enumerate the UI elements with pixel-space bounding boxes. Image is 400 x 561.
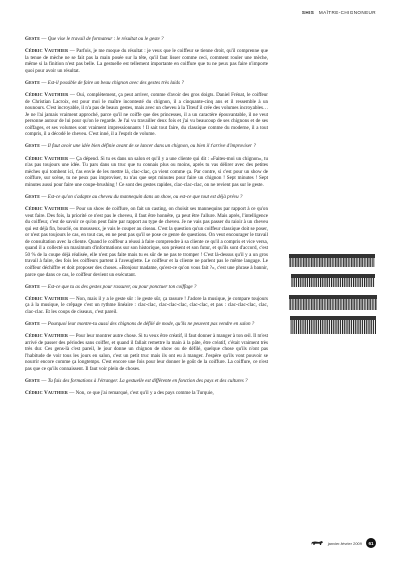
- page-footer: [310, 538, 376, 548]
- speaker-label: Geste: [25, 378, 41, 385]
- animal-logo-icon: [310, 540, 324, 546]
- running-header: [302, 10, 376, 15]
- comb-illustration: [290, 316, 376, 334]
- answer-text: Oui, complètement, ça peut arriver, comme d'avoir des gros doigts. Daniel Frénat, le coiffeur de Christian Lacroix, est pour moi le maître incontesté du chignon, il a cinquante-cinq ans et il ressemble à un nounours. C'est incroyable, il n'a pas de beaux gestes, mais avec un cheveu à la Titeuf il crée des volumes incroyables… Je ne l'ai jamais vraiment approché, parce qu'il ne coiffe que des princesses, il a un caractère épouvantable, il ne veut personne autour de lui pour qu'on le regarde. Je l'ai vu travailler deux fois et j'ai vu beaucoup de ses chignons et de ses coiffages, et ses volumes sont vraiment impressionnants ! Il sait tout faire, du classique comme du moderne, il a tout compris, il a décodé le cheveu. C'est inné, il a l'esprit de volume.: [25, 92, 268, 138]
- speaker-label: Geste: [25, 143, 41, 150]
- answer-text: Parfois, je me moque du résultat : je veux que le coiffeur se tienne droit, qu'il comprenne que la tenue de mèche ne se fait pas la main posée sur la tête, qu'il faut lisser comme ceci, comment rouler une mèche, même si la finition n'est pas belle. La gestuelle est tellement importante en coiffure que tu ne peux pas faire n'importe quoi pour avoir un résultat.: [25, 48, 268, 74]
- answer-text: Non, mais il y a le geste sûr : le geste sûr, ça rassure ! J'adore la musique, je compare toujours ça à la musique, le crêpage c'est un rythme linéaire : clac-clac, clac-clac-clac, clac-clac, et pas : clac-clac-clac, clac, clac-clac. Et les coups de ciseaux, c'est pareil.: [25, 295, 268, 315]
- speaker-label: Geste: [25, 79, 41, 86]
- answer-text: Non, ce que j'ai remarqué, c'est qu'il y a des pays comme la Turquie,: [75, 390, 214, 397]
- question: Geste — Est-ce que tu as des gestes pour rassurer, ou pour ponctuer ton coiffage ?: [25, 283, 197, 290]
- question-text: Que vise le travail de formateur : le résultat ou le geste ?: [47, 36, 164, 42]
- header-brand: SHIS: [301, 10, 315, 15]
- page-number: 61: [366, 538, 376, 548]
- question-text: Il faut avoir une idée bien définie avant de se lancer dans un chignon, ou bien il t'arrive d'improviser ?: [47, 143, 256, 150]
- question: Geste — Pourquoi leur montre-tu aussi des chignons de défilé de mode, qu'ils ne peuvent pas vendre en salon ?: [25, 321, 255, 328]
- speaker-label: Cédric Vauthier: [25, 48, 69, 55]
- speaker-label: Geste: [25, 36, 41, 42]
- header-section: MAÎTRE-CHIGNONEUR: [318, 10, 376, 15]
- speaker-label: Cédric Vauthier: [25, 206, 69, 213]
- answer-text: Ça dépend. Si tu es dans un salon et qu'il y a une cliente qui dit : «Faites-moi un chignon», tu n'as pas toujours une idée. Tu pars dans un truc que tu connais plus ou moins, après tu vas délirer avec des petites mèches qui tombent ici, t'as envie de les mettre là, clac-clac, ça vient comme ça. Par contre, si c'est pour un show de coiffure, sur scène, tu ne peux pas improviser, tu n'as que sept minutes pour faire un chignon ! Sept minutes ! Sept minutes aussi pour faire une coupe-brushing ! Ce sont des gestes rapides, clac-clac-clac, on ne revient pas sur le geste.: [25, 155, 268, 188]
- speaker-label: Cédric Vauthier: [25, 295, 69, 302]
- speaker-label: Cédric Vauthier: [25, 390, 69, 397]
- comb-illustration: [291, 274, 375, 287]
- interview-column: [25, 36, 268, 402]
- issue-date: janvier-février 2009: [327, 540, 362, 546]
- comb-illustration: [289, 295, 377, 310]
- answer: Cédric Vauthier — Pour leur montrer autre chose. Si tu veux être créatif, il faut donner à manger à ton œil. Il m'est arrivé de passer des périodes sans coiffer, et quand il fallait remettre la main à la pâte, être créatif, c'était vraiment très très dur. Ces gens-là c'est pareil, le jour donne un chignon de show ou de défilé, quelque chose qu'ils n'ont pas l'habitude de voir tous les jours en salon, c'est un petit truc mais ils ont eu à manger. J'espère qu'ils vont pouvoir se nourrir encore comme ça longtemps. C'est encore une fois pour leur donner le goût de la coiffure. La coiffure, ce n'est pas que ce qu'ils connaissent. Il faut voir plein de choses.: [25, 333, 268, 372]
- question: Geste — Est-il possible de faire un beau chignon avec des gestes très laids ?: [25, 79, 184, 86]
- answer: Cédric Vauthier — Parfois, je me moque du résultat : je veux que le coiffeur se tienne droit, qu'il comprenne que la tenue de mèche ne se fait pas la main posée sur la tête, qu'il faut lisser comme ceci, comment rouler une mèche, même si la finition n'est pas belle. La gestuelle est tellement importante en coiffure que tu ne peux pas faire n'importe quoi pour avoir un résultat.: [25, 48, 268, 74]
- question-text: Est-il possible de faire un beau chignon avec des gestes très laids ?: [47, 79, 184, 86]
- speaker-label: Geste: [25, 321, 41, 328]
- question-text: Pourquoi leur montre-tu aussi des chignons de défilé de mode, qu'ils ne peuvent pas vendre en salon ?: [47, 321, 255, 328]
- question-text: Est-ce que tu as des gestes pour rassurer, ou pour ponctuer ton coiffage ?: [47, 283, 197, 290]
- question: Geste — Tu fais des formations à l'étranger. La gestuelle est différente en fonction des pays et des cultures ?: [25, 378, 248, 385]
- combs-illustration: [287, 250, 379, 342]
- question-text: Est-ce qu'on s'adapte au cheveu du mannequin dans un show, ou est-ce que tout est déjà prévu ?: [47, 193, 243, 200]
- answer: Cédric Vauthier — Pour un show de coiffure, on fait un casting, on choisit ses mannequins par rapport à ce qu'on veut faire. Des fois, la priorité ce n'est pas le cheveu, il faut être honnête, ça peut être l'allure. Mais après, l'intelligence du coiffeur, c'est de savoir ce qu'on peut faire par rapport au type de cheveu. Je ne vais pas passer du raioir à un cheveu qui est déjà fin, bouclé, ou mousseux, je vais le couper au ciseau. C'est la question qu'un coiffeur classique doit se poser, or n'est pas toujours le cas, en tout cas, en ne peut pas qu'il se pose ce genre de questions. On veut encourager le travail de consultation avec la cliente. Quand le coiffeur a réussi à faire comprendre à sa cliente ce qu'il a compris et vice versa, quand il a collecté un maximum d'informations sur son historique, son présent et son futur, et qu'ils sont d'accord, c'est 50 % de la coupe déjà réalisée, elle n'est pas faite mais tu es sûr de ne pas te tromper ! C'est là-dessus qu'il y a un gros travail à faire, des fois les coiffeurs partent à l'aveuglette. Le coiffeur et la cliente ne parlent pas le même langage. Le coiffeur déchiffre et doit proposer des choses. «Bonjour madame, qu'est-ce qu'on vous fait ?», c'est une phrase à bannir, parce que dans ce cas, le coiffeur devient un exécutant.: [25, 206, 268, 278]
- question: Geste — Il faut avoir une idée bien définie avant de se lancer dans un chignon, ou bien il t'arrive d'improviser ?: [25, 143, 256, 150]
- speaker-label: Cédric Vauthier: [25, 155, 69, 162]
- question: Geste — Que vise le travail de formateur : le résultat ou le geste ?: [25, 36, 164, 42]
- comb-illustration: [289, 254, 375, 267]
- speaker-label: Geste: [25, 193, 41, 200]
- answer: Cédric Vauthier — Non, ce que j'ai remarqué, c'est qu'il y a des pays comme la Turquie,: [25, 390, 214, 397]
- answer: Cédric Vauthier — Non, mais il y a le geste sûr : le geste sûr, ça rassure ! J'adore la musique, je compare toujours ça à la musique, le crêpage c'est un rythme linéaire : clac-clac, clac-clac-clac, clac-clac, et pas : clac-clac-clac, clac, clac-clac. Et les coups de ciseaux, c'est pareil.: [25, 295, 268, 315]
- answer: Cédric Vauthier — Oui, complètement, ça peut arriver, comme d'avoir des gros doigts. Daniel Frénat, le coiffeur de Christian Lacroix, est pour moi le maître incontesté du chignon, il a cinquante-cinq ans et il ressemble à un nounours. C'est incroyable, il n'a pas de beaux gestes, mais avec un cheveu à la Titeuf il crée des volumes incroyables… Je ne l'ai jamais vraiment approché, parce qu'il ne coiffe que des princesses, il a un caractère épouvantable, il ne veut personne autour de lui pour qu'on le regarde. Je l'ai vu travailler deux fois et j'ai vu beaucoup de ses chignons et de ses coiffages, et ses volumes sont vraiment impressionnants ! Il sait tout faire, du classique comme du moderne, il a tout compris, il a décodé le cheveu. C'est inné, il a l'esprit de volume.: [25, 92, 268, 138]
- speaker-label: Cédric Vauthier: [25, 333, 69, 340]
- answer-text: Pour un show de coiffure, on fait un casting, on choisit ses mannequins par rapport à ce qu'on veut faire. Des fois, la priorité ce n'est pas le cheveu, il faut être honnête, ça peut être l'allure. Mais après, l'intelligence du coiffeur, c'est de savoir ce qu'on peut faire par rapport au type de cheveu. Je ne vais pas passer du raioir à un cheveu qui est déjà fin, bouclé, ou mousseux, je vais le couper au ciseau. C'est la question qu'un coiffeur classique doit se poser, or n'est pas toujours le cas, en tout cas, en ne peut pas qu'il se pose ce genre de questions. On veut encourager le travail de consultation avec la cliente. Quand le coiffeur a réussi à faire comprendre à sa cliente ce qu'il a compris et vice versa, quand il a collecté un maximum d'informations sur son historique, son présent et son futur, et qu'ils sont d'accord, c'est 50 % de la coupe déjà réalisée, elle n'est pas faite mais tu es sûr de ne pas te tromper ! C'est là-dessus qu'il y a un gros travail à faire, des fois les coiffeurs partent à l'aveuglette. Le coiffeur et la cliente ne parlent pas le même langage. Le coiffeur déchiffre et doit proposer des choses. «Bonjour madame, qu'est-ce qu'on vous fait ?», c'est une phrase à bannir, parce que dans ce cas, le coiffeur devient un exécutant.: [25, 206, 268, 278]
- speaker-label: Geste: [25, 283, 41, 290]
- question-text: Tu fais des formations à l'étranger. La gestuelle est différente en fonction des pays et des cultures ?: [47, 378, 248, 385]
- speaker-label: Cédric Vauthier: [25, 92, 69, 99]
- answer: Cédric Vauthier — Ça dépend. Si tu es dans un salon et qu'il y a une cliente qui dit : «Faites-moi un chignon», tu n'as pas toujours une idée. Tu pars dans un truc que tu connais plus ou moins, après tu vas délirer avec des petites mèches qui tombent ici, t'as envie de les mettre là, clac-clac, ça vient comme ça. Par contre, si c'est pour un show de coiffure, sur scène, tu ne peux pas improviser, tu n'as que sept minutes pour faire un chignon ! Sept minutes ! Sept minutes aussi pour faire une coupe-brushing ! Ce sont des gestes rapides, clac-clac-clac, on ne revient pas sur le geste.: [25, 155, 268, 188]
- answer-text: Pour leur montrer autre chose. Si tu veux être créatif, il faut donner à manger à ton œil. Il m'est arrivé de passer des périodes sans coiffer, et quand il fallait remettre la main à la pâte, être créatif, c'était vraiment très très dur. Ces gens-là c'est pareil, le jour donne un chignon de show ou de défilé, quelque chose qu'ils n'ont pas l'habitude de voir tous les jours en salon, c'est un petit truc mais ils ont eu à manger. J'espère qu'ils vont pouvoir se nourrir encore comme ça longtemps. C'est encore une fois pour leur donner le goût de la coiffure. La coiffure, ce n'est pas que ce qu'ils connaissent. Il faut voir plein de choses.: [25, 333, 268, 372]
- question: Geste — Est-ce qu'on s'adapte au cheveu du mannequin dans un show, ou est-ce que tout est déjà prévu ?: [25, 193, 243, 200]
